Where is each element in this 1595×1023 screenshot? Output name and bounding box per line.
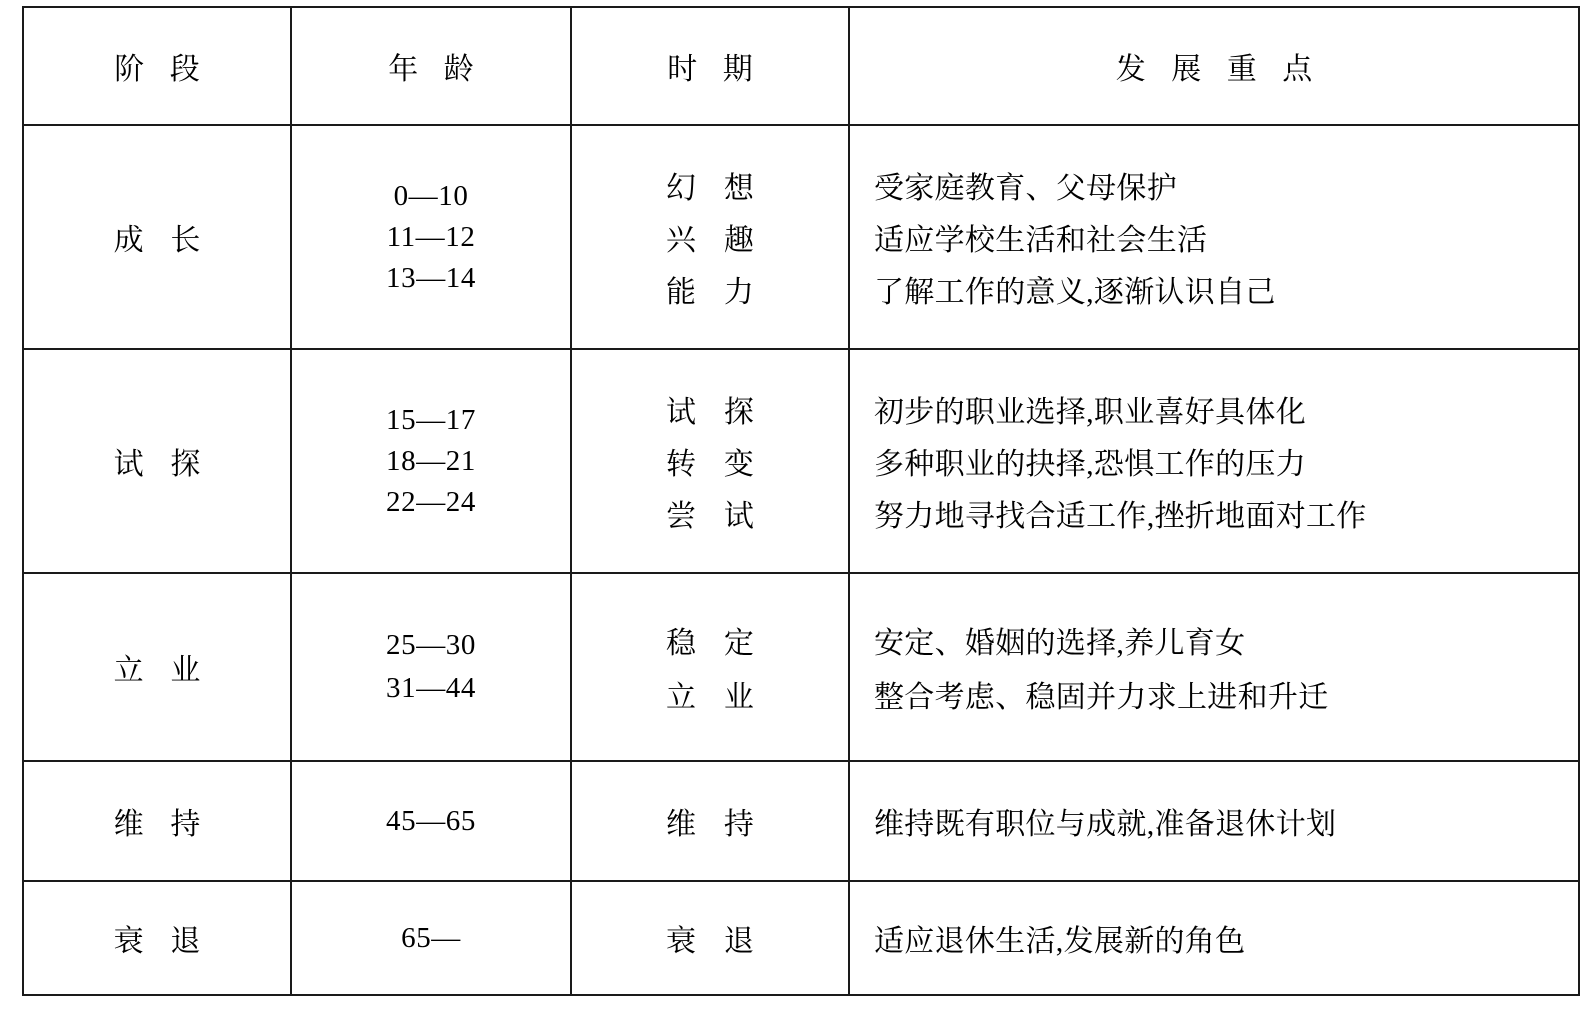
period-cell bbox=[571, 761, 849, 881]
table-row bbox=[23, 125, 1579, 349]
period-line: 维 持 bbox=[666, 808, 765, 841]
age-line: 31—44 bbox=[386, 672, 476, 704]
period-cell bbox=[571, 881, 849, 995]
header-stage: 阶 段 bbox=[23, 7, 291, 125]
period-line: 兴 趣 bbox=[666, 224, 765, 257]
stage-label: 成 长 bbox=[23, 125, 291, 349]
period-cell bbox=[571, 349, 849, 573]
focus-line: 受家庭教育、父母保护 bbox=[874, 172, 1177, 205]
focus-line: 安定、婚姻的选择,养儿育女 bbox=[874, 627, 1246, 660]
table-row bbox=[23, 881, 1579, 995]
table-row bbox=[23, 573, 1579, 761]
age-line: 22—24 bbox=[386, 485, 476, 518]
focus-line: 整合考虑、稳固并力求上进和升迁 bbox=[874, 681, 1329, 714]
age-line: 11—12 bbox=[386, 220, 476, 253]
period-line: 尝 试 bbox=[666, 500, 765, 533]
header-focus: 发 展 重 点 bbox=[849, 7, 1579, 125]
stage-label: 维 持 bbox=[23, 761, 291, 881]
header-age: 年 龄 bbox=[291, 7, 571, 125]
age-line: 13—14 bbox=[386, 261, 476, 294]
focus-line: 初步的职业选择,职业喜好具体化 bbox=[874, 396, 1306, 429]
period-line: 幻 想 bbox=[666, 172, 765, 205]
table-row bbox=[23, 349, 1579, 573]
focus-line: 努力地寻找合适工作,挫折地面对工作 bbox=[874, 500, 1367, 533]
focus-cell bbox=[849, 761, 1579, 881]
period-cell bbox=[571, 125, 849, 349]
age-line: 45—65 bbox=[386, 804, 476, 837]
period-line: 转 变 bbox=[666, 448, 765, 481]
period-cell bbox=[571, 573, 849, 761]
age-line: 0—10 bbox=[393, 179, 469, 212]
stage-label: 立 业 bbox=[23, 573, 291, 761]
age-line: 15—17 bbox=[386, 403, 476, 436]
age-cell bbox=[291, 761, 571, 881]
period-line: 能 力 bbox=[666, 276, 765, 309]
period-line: 试 探 bbox=[666, 396, 765, 429]
age-cell bbox=[291, 349, 571, 573]
age-cell bbox=[291, 573, 571, 761]
focus-line: 多种职业的抉择,恐惧工作的压力 bbox=[874, 448, 1306, 481]
focus-cell bbox=[849, 125, 1579, 349]
career-stages-table bbox=[22, 6, 1580, 996]
age-cell bbox=[291, 881, 571, 995]
stage-label: 试 探 bbox=[23, 349, 291, 573]
table-row bbox=[23, 761, 1579, 881]
focus-line: 适应学校生活和社会生活 bbox=[874, 224, 1208, 257]
focus-cell bbox=[849, 573, 1579, 761]
focus-cell bbox=[849, 349, 1579, 573]
age-line: 25—30 bbox=[386, 629, 476, 661]
focus-cell bbox=[849, 881, 1579, 995]
stage-label: 衰 退 bbox=[23, 881, 291, 995]
period-line: 稳 定 bbox=[666, 627, 765, 660]
focus-line: 了解工作的意义,逐渐认识自己 bbox=[874, 276, 1276, 309]
focus-line: 维持既有职位与成就,准备退休计划 bbox=[874, 808, 1337, 841]
age-line: 65— bbox=[401, 921, 461, 954]
focus-line: 适应退休生活,发展新的角色 bbox=[874, 925, 1246, 958]
header-period: 时 期 bbox=[571, 7, 849, 125]
period-line: 立 业 bbox=[666, 681, 765, 714]
table-header-row bbox=[23, 7, 1579, 125]
age-line: 18—21 bbox=[386, 444, 476, 477]
period-line: 衰 退 bbox=[666, 925, 765, 958]
age-cell bbox=[291, 125, 571, 349]
